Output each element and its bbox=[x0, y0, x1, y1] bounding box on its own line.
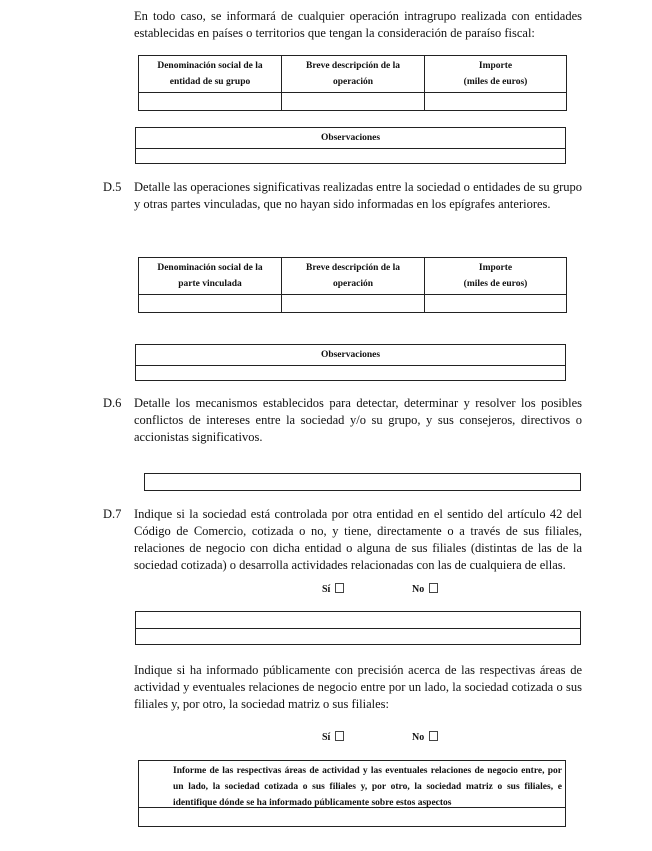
d7-public-info-question: Indique si ha informado públicamente con precisión acerca de las respectivas áreas de actividad y eventuales relaciones de negocio entre por un lado, la sociedad cotizada o sus filiales y, por otro, la sociedad matriz o sus filiales: bbox=[134, 663, 582, 711]
observations-box-2 bbox=[135, 344, 566, 381]
section-number-d7: D.7 bbox=[103, 507, 122, 521]
d7-answer-row-1[interactable] bbox=[136, 612, 580, 629]
d7-answer-box bbox=[135, 611, 581, 645]
intro-paragraph: En todo caso, se informará de cualquier operación intragrupo realizada con entidades establecidas en países o territorios que tengan la consideración de paraíso fiscal: bbox=[134, 9, 582, 40]
table2-header-party: Denominación social de la parte vinculada bbox=[139, 258, 282, 295]
observations-label-1: Observaciones bbox=[136, 128, 565, 149]
d7b-no-checkbox-icon[interactable] bbox=[429, 731, 438, 741]
table2-cell-amount[interactable] bbox=[425, 295, 567, 313]
d7-answer-row-2[interactable] bbox=[136, 629, 580, 645]
d7b-no-option[interactable]: No bbox=[412, 731, 438, 743]
table1-header-entity: Denominación social de la entidad de su grupo bbox=[139, 56, 282, 93]
table1-header-amount: Importe (miles de euros) bbox=[425, 56, 567, 93]
section-text-d7: Indique si la sociedad está controlada por otra entidad en el sentido del artículo 42 del Código de Comercio, cotizada o no, y tiene, directamente o a través de sus filiales, relaciones de negocio con dicha entidad o alguna de sus filiales (distintas de las de la sociedad cotizada) o desarrolla actividades relacionadas con las de cualquiera de ellas. bbox=[134, 507, 582, 572]
table1-cell-description[interactable] bbox=[282, 93, 425, 111]
observations-label-2: Observaciones bbox=[136, 345, 565, 366]
observations-box-1 bbox=[135, 127, 566, 164]
info-box-instructions: Informe de las respectivas áreas de actividad y las eventuales relaciones de negocio entre, por un lado, la sociedad cotizada o sus filiales y, por otro, la sociedad matriz o sus filiales, e identifique dónde se ha informado públicamente sobre estos aspectos bbox=[139, 761, 565, 808]
d7-yes-option[interactable]: Sí bbox=[322, 583, 344, 595]
intragroup-operations-table bbox=[138, 55, 567, 111]
d7-no-option[interactable]: No bbox=[412, 583, 438, 595]
table2-header-description: Breve descripción de la operación bbox=[282, 258, 425, 295]
d6-answer-field[interactable] bbox=[144, 473, 581, 491]
section-number-d5: D.5 bbox=[103, 180, 122, 194]
related-party-operations-table bbox=[138, 257, 567, 313]
d7-no-checkbox-icon[interactable] bbox=[429, 583, 438, 593]
section-text-d5: Detalle las operaciones significativas realizadas entre la sociedad o entidades de su grupo y otras partes vinculadas, que no hayan sido informadas en los epígrafes anteriores. bbox=[134, 180, 582, 211]
d7-yes-checkbox-icon[interactable] bbox=[335, 583, 344, 593]
table2-header-amount: Importe (miles de euros) bbox=[425, 258, 567, 295]
observations-field-2[interactable] bbox=[136, 366, 565, 382]
table2-cell-party[interactable] bbox=[139, 295, 282, 313]
info-box bbox=[138, 760, 566, 827]
section-text-d6: Detalle los mecanismos establecidos para detectar, determinar y resolver los posibles conflictos de intereses entre la sociedad y/o su grupo, y sus consejeros, directivos o accionistas significativos. bbox=[134, 396, 582, 444]
d7b-yes-option[interactable]: Sí bbox=[322, 731, 344, 743]
observations-field-1[interactable] bbox=[136, 149, 565, 165]
table1-cell-entity[interactable] bbox=[139, 93, 282, 111]
section-number-d6: D.6 bbox=[103, 396, 122, 410]
d7b-yes-checkbox-icon[interactable] bbox=[335, 731, 344, 741]
table1-header-description: Breve descripción de la operación bbox=[282, 56, 425, 93]
table1-cell-amount[interactable] bbox=[425, 93, 567, 111]
table2-cell-description[interactable] bbox=[282, 295, 425, 313]
